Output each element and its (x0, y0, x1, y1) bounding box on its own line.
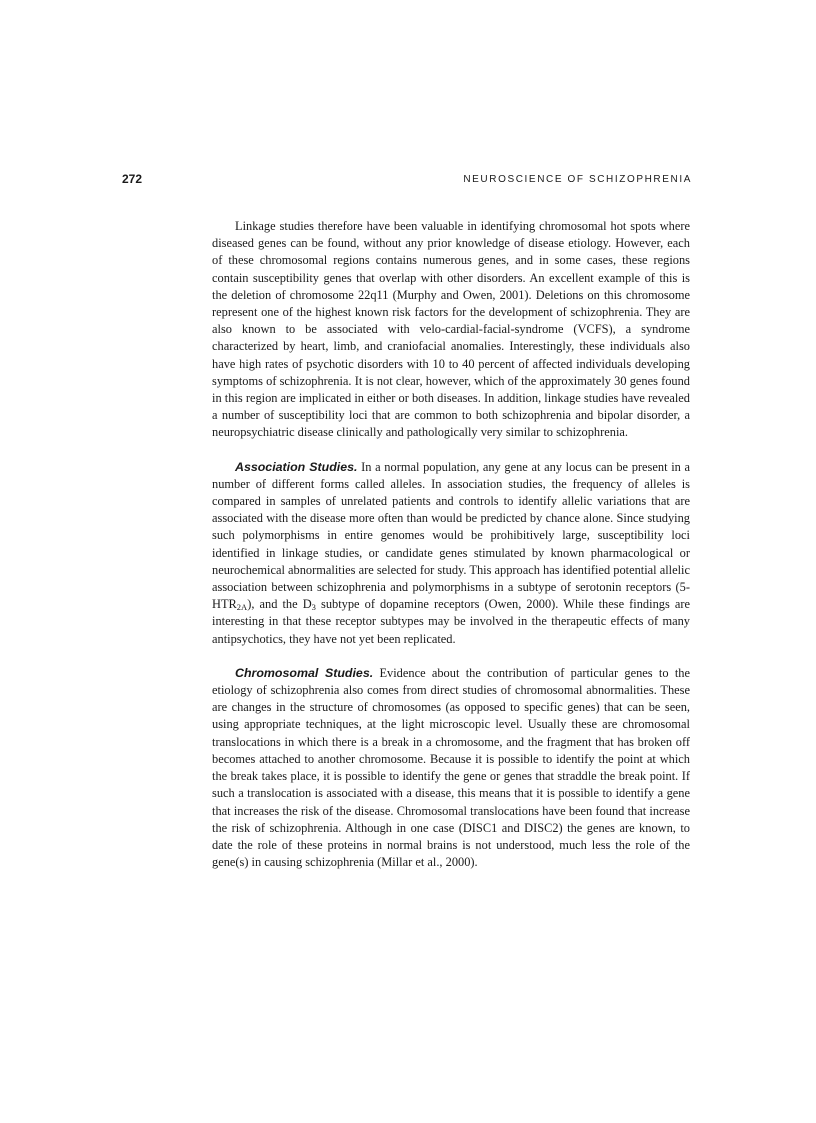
paragraph-linkage (212, 218, 690, 442)
chromosomal-text: Evidence about the contribution of particular genes to the etiology of schizophrenia also comes from direct studies of chromosomal abnormalities. These are changes in the structure of chromosomes (as opposed to specific genes) that can be seen, using appropriate techniques, at the light microscopic level. Usually these are chromosomal translocations in which there is a break in a chromosome, and the fragment that has broken off becomes attached to another chromosome. Because it is possible to identify the point at which the break takes place, it is possible to identify the gene or genes that straddle the break point. If such a translocation is associated with a disease, this means that it is possible to identify a gene that increases the risk of the disease. Chromosomal translocations have been found that increase the risk of schizophrenia. Although in one case (DISC1 and DISC2) the genes are known, to date the role of these proteins in normal brains is not understood, much less the role of the gene(s) in causing schizophrenia (Millar et al., 2000). (212, 665, 690, 870)
association-text-part-2: ), and the D (247, 597, 312, 612)
association-subscript-2a: 2A (236, 602, 248, 613)
page-number: 272 (122, 172, 143, 186)
association-text-part-3: subtype of dopamine receptors (Owen, 2000). While these findings are interesting in that these receptor subtypes may be involved in the therapeutic effects of many antipsychotics, they have not yet been replicated. (212, 597, 690, 646)
paragraph-association-studies (212, 459, 690, 648)
running-head: NEUROSCIENCE OF SCHIZOPHRENIA (463, 174, 692, 185)
paragraph-linkage-text: Linkage studies therefore have been valuable in identifying chromosomal hot spots where diseased genes can be found, without any prior knowledge of disease etiology. However, each of these chromosomal regions contains numerous genes, and in some cases, these regions contain susceptibility genes that overlap with other disorders. An excellent example of this is the deletion of chromosome 22q11 (Murphy and Owen, 2001). Deletions on this chromosome represent one of the highest known risk factors for the development of schizophrenia. They are also known to be associated with velo-cardial-facial-syndrome (VCFS), a syndrome characterized by heart, limb, and craniofacial anomalies. Interestingly, these individuals also have high rates of psychotic disorders with 10 to 40 percent of affected individuals developing symptoms of schizophrenia. It is not clear, however, which of the approximately 30 genes found in this region are implicated in either or both diseases. In addition, linkage studies have revealed a number of susceptibility loci that are common to both schizophrenia and bipolar disorder, a neuropsychiatric disease clinically and pathologically very similar to schizophrenia. (212, 219, 690, 440)
section-heading-association-studies: Association Studies. (235, 459, 358, 474)
association-subscript-3: 3 (311, 602, 316, 613)
body-text (212, 218, 690, 871)
paragraph-chromosomal-studies (212, 665, 690, 871)
association-text-part-1: In a normal population, any gene at any locus can be present in a number of different forms called alleles. In association studies, the frequency of alleles is compared in samples of unrelated patients and controls to identify allelic variations that are associated with the disease more often than would be predicted by chance alone. Since studying such polymorphisms in entire genomes would be prohibitively large, susceptibility loci identified in linkage studies, or candidate genes stimulated by known pharmacological or neurochemical abnormalities are selected for study. This approach has identified potential allelic association between schizophrenia and polymorphisms in a subtype of serotonin receptors (5-HTR (212, 459, 691, 612)
section-heading-chromosomal-studies: Chromosomal Studies. (235, 665, 374, 680)
